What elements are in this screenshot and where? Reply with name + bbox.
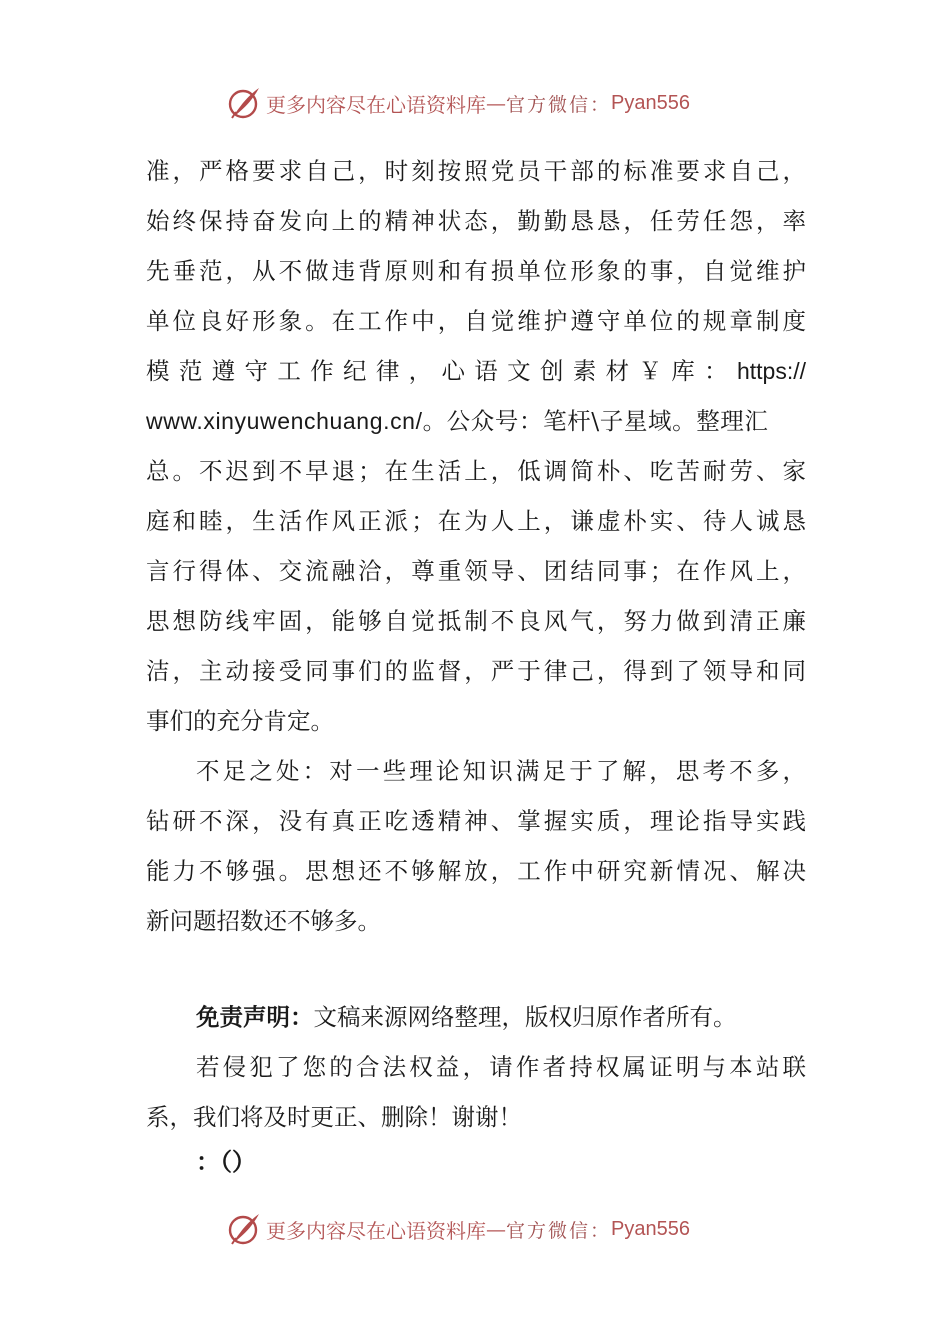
- text-line: 洁，主动接受同事们的监督，严于律己，得到了领导和同: [146, 657, 806, 685]
- text-line: 能力不够强。思想还不够解放，工作中研究新情况、解决: [146, 857, 806, 885]
- disclaimer-text: 文稿来源网络整理，版权归原作者所有。: [313, 1003, 737, 1031]
- header-banner: [226, 83, 690, 123]
- banner-wechat-label: 官方微信：: [506, 1219, 612, 1242]
- disclaimer-line: 系，我们将及时更正、删除！谢谢！: [146, 1103, 522, 1131]
- disclaimer-label: 免责声明：: [196, 1003, 314, 1031]
- banner-dash: —: [486, 91, 506, 115]
- banner-wechat-label: 官方微信：: [506, 93, 612, 116]
- disclaimer: [146, 992, 806, 1142]
- body-paragraph-2: [146, 746, 806, 946]
- banner-title: 更多内容尽在心语资料库: [266, 1218, 486, 1243]
- footer-banner: [226, 1209, 690, 1249]
- quill-logo-icon: [226, 85, 262, 121]
- url-fragment: https://: [736, 358, 806, 384]
- text-line: 思想防线牢固，能够自觉抵制不良风气，努力做到清正廉: [146, 607, 806, 635]
- text-line: 事们的充分肯定。: [146, 707, 334, 735]
- text-line: 始终保持奋发向上的精神状态，勤勤恳恳，任劳任怨，率: [146, 207, 806, 235]
- banner-dash: —: [486, 1217, 506, 1241]
- text-line: [146, 346, 806, 396]
- text-line: 总。不迟到不早退；在生活上，低调简朴、吃苦耐劳、家: [146, 457, 806, 485]
- banner-wechat-id: Pyan556: [611, 91, 690, 114]
- trailing-marker: ：（）: [196, 1149, 256, 1176]
- quill-logo-icon: [226, 1211, 262, 1247]
- text-line: 先垂范，从不做违背原则和有损单位形象的事，自觉维护: [146, 257, 806, 285]
- text-segment: 。公众号：笔杆\子星域。整理汇: [422, 407, 769, 435]
- text-line: 不足之处：对一些理论知识满足于了解，思考不多，: [196, 757, 806, 785]
- text-line: 新问题招数还不够多。: [146, 907, 381, 935]
- url-text: www.xinyuwenchuang.cn/: [146, 408, 423, 434]
- text-line: 言行得体、交流融洽，尊重领导、团结同事；在作风上，: [146, 557, 806, 585]
- text-line: 单位良好形象。在工作中，自觉维护遵守单位的规章制度: [146, 307, 806, 335]
- text-line: 钻研不深，没有真正吃透精神、掌握实质，理论指导实践: [146, 807, 806, 835]
- banner-wechat-id: Pyan556: [611, 1217, 690, 1240]
- body-paragraph-1: [146, 146, 806, 746]
- banner-title: 更多内容尽在心语资料库: [266, 92, 486, 117]
- text-segment: 模范遵守工作纪律，心语文创素材￥库：: [146, 357, 737, 385]
- text-line: [146, 396, 806, 446]
- text-line: 庭和睦，生活作风正派；在为人上，谦虚朴实、待人诚恳: [146, 507, 806, 535]
- text-line: 准，严格要求自己，时刻按照党员干部的标准要求自己，: [146, 157, 806, 185]
- disclaimer-line: [146, 992, 806, 1042]
- disclaimer-line: 若侵犯了您的合法权益，请作者持权属证明与本站联: [196, 1053, 806, 1081]
